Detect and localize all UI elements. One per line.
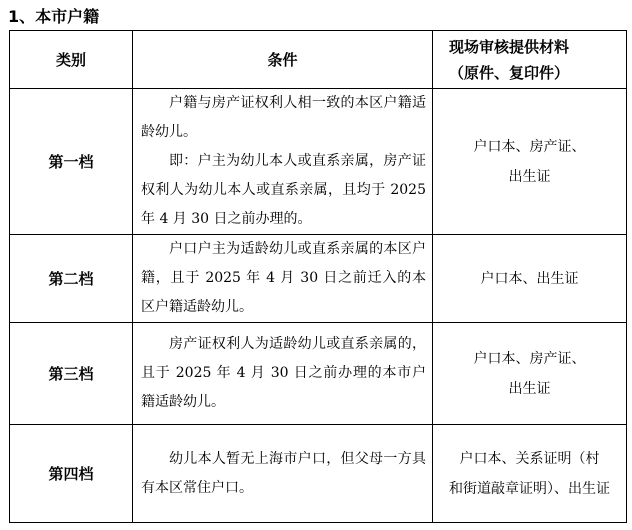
header-condition: 条件 [133, 31, 433, 89]
table-header-row [10, 31, 627, 89]
row-materials-line: 出生证 [508, 168, 551, 185]
row-materials-line: 出生证 [508, 380, 551, 397]
row-condition-paragraph: 即：户主为幼儿本人或直系亲属，房产证权利人为幼儿本人或直系亲属，且均于 2025 年 4 月 30 日之前办理的。 [141, 153, 426, 227]
row-condition-paragraph: 户籍与房产证权利人相一致的本区户籍适龄幼儿。 [141, 95, 426, 140]
row-category: 第三档 [10, 323, 133, 425]
header-materials-line1: 现场审核提供材料 [449, 37, 570, 56]
row-condition-paragraph: 户口户主为适龄幼儿或直系亲属的本区户籍，且于 2025 年 4 月 30 日之前迁入的本区户籍适龄幼儿。 [141, 241, 426, 315]
row-materials-line: 户口本、出生证 [480, 270, 579, 287]
row-materials [433, 425, 627, 523]
row-condition [133, 425, 433, 523]
row-materials-line: 户口本、房产证、 [473, 138, 586, 155]
row-materials-line: 户口本、房产证、 [473, 350, 586, 367]
row-condition [133, 89, 433, 235]
row-materials-line: 户口本、关系证明（村 [459, 450, 600, 467]
row-condition [133, 323, 433, 425]
header-materials [433, 31, 627, 89]
header-category: 类别 [10, 31, 133, 89]
table-row [10, 235, 627, 323]
row-materials [433, 235, 627, 323]
row-category: 第四档 [10, 425, 133, 523]
table-row [10, 89, 627, 235]
eligibility-table [9, 30, 627, 523]
table-row [10, 425, 627, 523]
table-row [10, 323, 627, 425]
row-materials [433, 89, 627, 235]
row-materials [433, 323, 627, 425]
row-condition [133, 235, 433, 323]
row-materials-line: 和街道敲章证明）、出生证 [449, 480, 610, 497]
row-condition-paragraph: 房产证权利人为适龄幼儿或直系亲属的，且于 2025 年 4 月 30 日之前办理的本市户籍适龄幼儿。 [141, 336, 426, 410]
row-category: 第一档 [10, 89, 133, 235]
row-category: 第二档 [10, 235, 133, 323]
header-materials-line2: （原件、复印件） [449, 63, 570, 82]
row-condition-paragraph: 幼儿本人暂无上海市户口，但父母一方具有本区常住户口。 [141, 450, 426, 496]
section-title: 1、本市户籍 [8, 7, 100, 26]
